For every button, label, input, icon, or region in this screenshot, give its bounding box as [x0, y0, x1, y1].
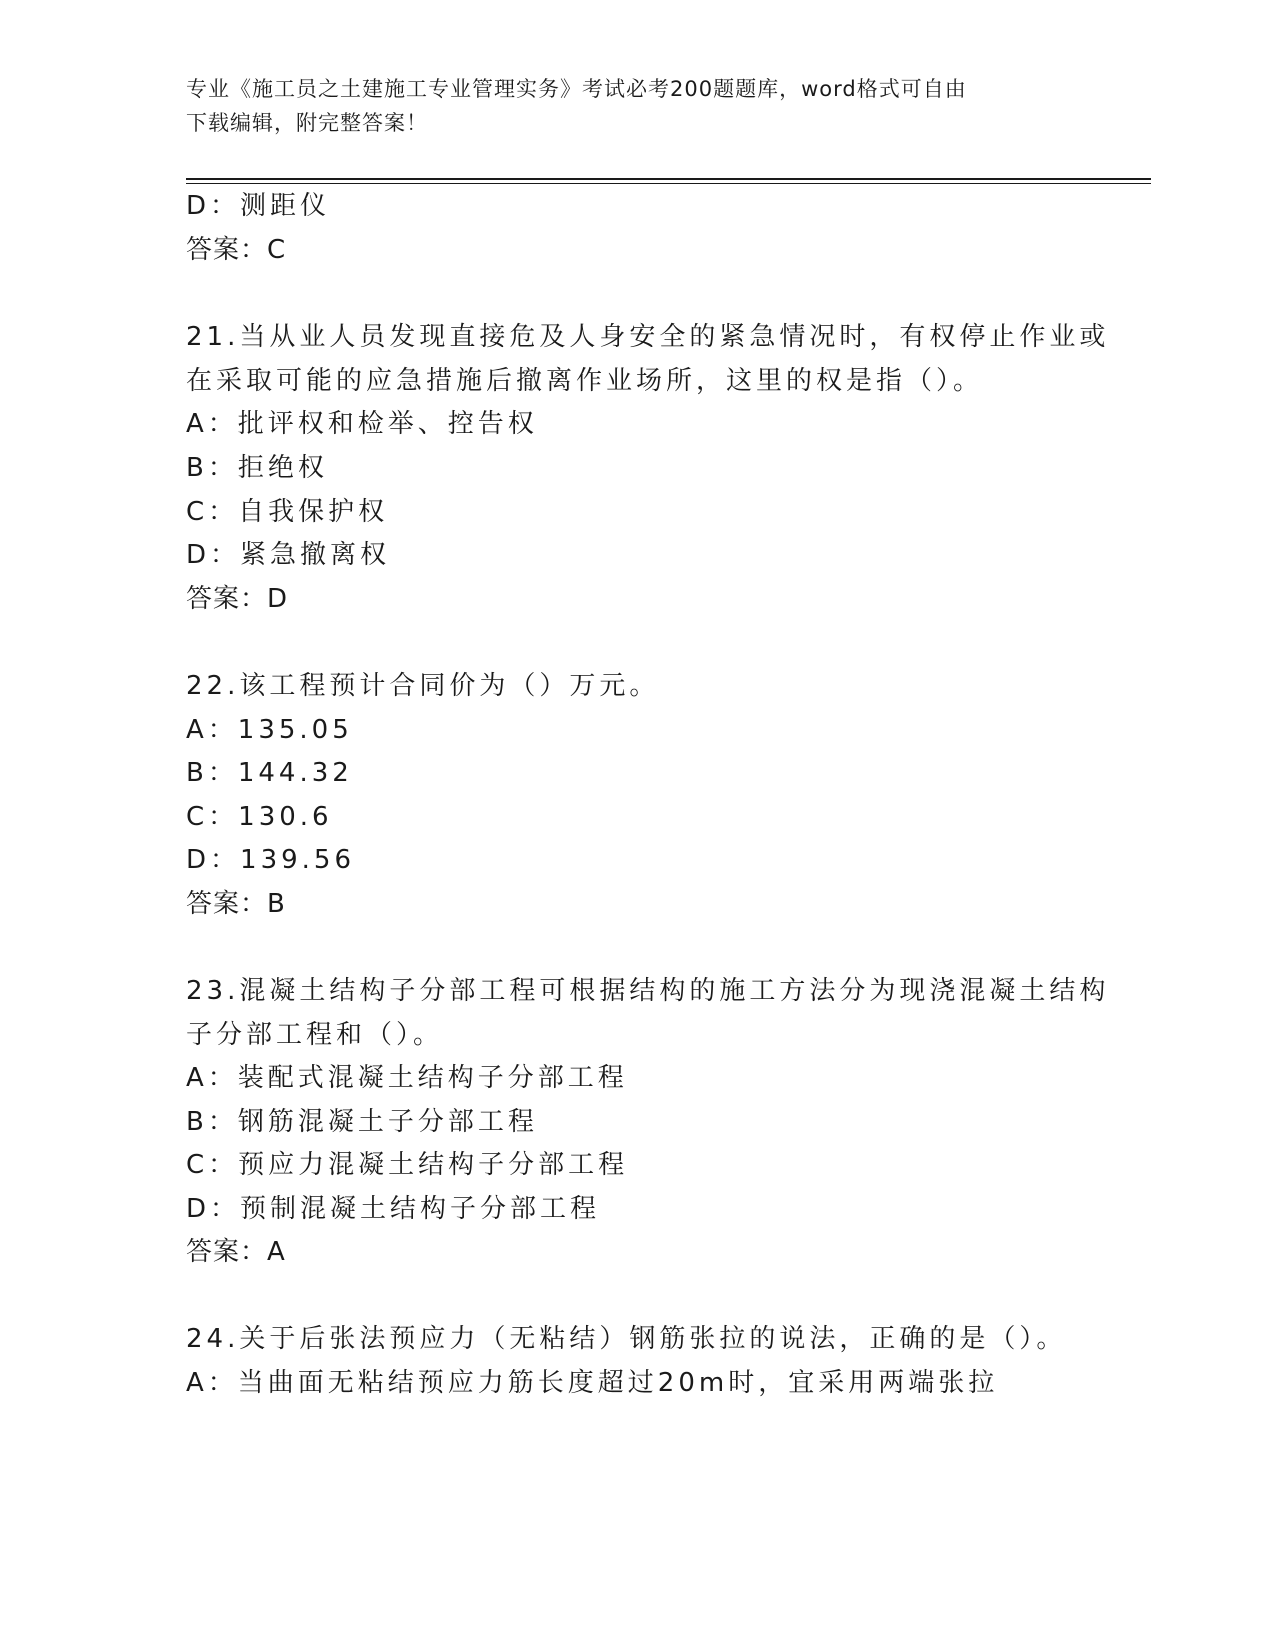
question-21-option-b: B：拒绝权	[186, 453, 328, 483]
header-line-2: 下载编辑，附完整答案！	[186, 111, 428, 135]
question-23-stem-line-2: 子分部工程和（）。	[186, 1020, 444, 1050]
question-24-stem-line-1: 24.关于后张法预应力（无粘结）钢筋张拉的说法，正确的是（）。	[186, 1324, 1067, 1354]
question-22-option-b: B：144.32	[186, 758, 353, 788]
question-23-option-b: B：钢筋混凝土子分部工程	[186, 1107, 538, 1137]
question-21-stem-line-1: 21.当从业人员发现直接危及人身安全的紧急情况时，有权停止作业或	[186, 322, 1110, 352]
question-21-option-a: A：批评权和检举、控告权	[186, 409, 538, 439]
question-21-option-d: D：紧急撤离权	[186, 540, 391, 570]
question-23-option-c: C：预应力混凝土结构子分部工程	[186, 1150, 629, 1180]
header-divider-thin	[186, 183, 1151, 184]
question-22-answer: 答案：B	[186, 889, 286, 919]
answer: 答案：C	[186, 235, 287, 265]
question-22-stem-line-1: 22.该工程预计合同价为（）万元。	[186, 671, 660, 701]
question-23-option-d: D：预制混凝土结构子分部工程	[186, 1194, 601, 1224]
question-24-option-a: A：当曲面无粘结预应力筋长度超过20m时，宜采用两端张拉	[186, 1368, 999, 1398]
question-22-option-c: C：130.6	[186, 802, 333, 832]
header-divider-thick	[186, 178, 1151, 180]
header-line-1: 专业《施工员之土建施工专业管理实务》考试必考200题题库，word格式可自由	[186, 77, 967, 101]
question-21-option-c: C：自我保护权	[186, 497, 389, 527]
question-22-option-a: A：135.05	[186, 715, 353, 745]
question-23-stem-line-1: 23.混凝土结构子分部工程可根据结构的施工方法分为现浇混凝土结构	[186, 976, 1110, 1006]
question-21-answer: 答案：D	[186, 584, 289, 614]
question-23-answer: 答案：A	[186, 1237, 286, 1267]
question-22-option-d: D：139.56	[186, 845, 355, 875]
question-21-stem-line-2: 在采取可能的应急措施后撤离作业场所，这里的权是指（）。	[186, 366, 984, 396]
question-23-option-a: A：装配式混凝土结构子分部工程	[186, 1063, 628, 1093]
option-d: D：测距仪	[186, 191, 331, 221]
document-header	[186, 72, 1086, 140]
